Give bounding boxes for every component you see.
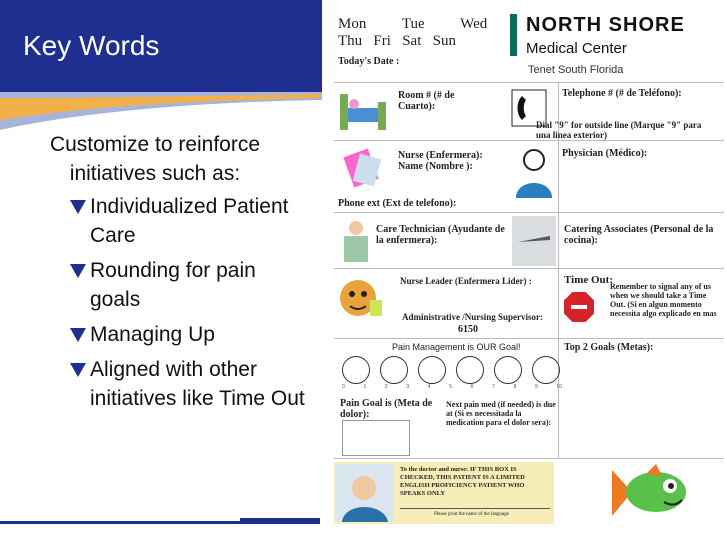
next-pain-med-label: Next pain med (if needed) is due at (Si es necessitada la medication para el dolor sera):	[446, 400, 556, 427]
nurse-label: Nurse (Enfermera): Name (Nombre ):	[398, 150, 483, 172]
bullet-item: Managing Up	[70, 320, 310, 349]
triangle-bullet-icon	[70, 264, 86, 278]
pain-face-icon	[418, 356, 446, 384]
todays-date-label: Today's Date :	[338, 56, 400, 67]
days-row-1: Mon Tue Wed	[338, 16, 488, 32]
pain-face-icon	[380, 356, 408, 384]
phone-ext-label: Phone ext (Ext de telefono):	[338, 198, 457, 209]
divider	[334, 338, 724, 339]
pain-face-icon	[456, 356, 484, 384]
title-bar	[0, 0, 322, 92]
patient-whiteboard	[330, 0, 727, 540]
north-shore-logo: NORTH SHORE Medical Center Tenet South Florida	[510, 14, 720, 78]
admin-ext: 6150	[458, 324, 478, 335]
stop-sign-icon	[562, 290, 596, 324]
intro-text: Customize to reinforce initiatives such as:	[49, 133, 261, 185]
telephone-label: Telephone # (# de Teléfono):	[562, 88, 682, 99]
triangle-bullet-icon	[70, 363, 86, 377]
days-row-2: Thu Fri Sat Sun	[338, 33, 456, 49]
pain-face-icon	[532, 356, 560, 384]
catering-label: Catering Associates (Personal de la cocina):	[564, 224, 714, 246]
fish-mascot-icon	[610, 462, 690, 524]
divider	[334, 458, 724, 459]
pain-face-icon	[494, 356, 522, 384]
lep-line	[400, 508, 550, 509]
lep-footer: Please print the name of the language	[434, 512, 509, 517]
top-goals-label: Top 2 Goals (Metas):	[564, 342, 654, 353]
bullet-item: Aligned with other initiatives like Time Out	[70, 355, 310, 413]
bullet-list	[30, 192, 310, 413]
catering-icon	[512, 216, 556, 266]
physician-icon	[512, 146, 556, 200]
divider	[334, 140, 724, 141]
nurse-leader-label: Nurse Leader (Enfermera Lider) :	[400, 276, 532, 286]
lep-notice: To the doctor and nurse: IF THIS BOX IS CHECKED, THIS PATIENT IS A LIMITED ENGLISH PROFICIENCY PATIENT WHO SPEAKS ONLY	[400, 466, 525, 497]
time-out-note: Remember to signal any of us when we should take a Time Out. (Si en algun momento necessita algo explicado en mas	[610, 282, 717, 318]
pain-face-icon	[342, 356, 370, 384]
care-tech-label: Care Technician (Ayudante de la enfermera):	[376, 224, 505, 246]
divider	[334, 212, 724, 213]
slide-title: Key Words	[23, 30, 160, 61]
pain-mgmt-heading: Pain Management is OUR Goal!	[392, 342, 521, 352]
triangle-bullet-icon	[70, 200, 86, 214]
bottom-rule-accent	[240, 518, 320, 524]
physician-label: Physician (Médico):	[562, 148, 648, 159]
hospital-bed-icon	[336, 88, 392, 134]
time-out-label: Time Out:	[564, 274, 613, 286]
logo-bar-icon	[510, 14, 517, 56]
divider	[334, 268, 724, 269]
dial-9-note: Dial "9" for outside line (Marque "9" para una linea exterior)	[536, 120, 702, 140]
title-swoosh	[0, 86, 330, 134]
pain-goal-box	[342, 420, 410, 456]
nurse-clipboard-icon	[338, 146, 388, 192]
triangle-bullet-icon	[70, 328, 86, 342]
slide-body	[30, 130, 310, 419]
pain-goal-label: Pain Goal is (Meta de dolor):	[340, 398, 433, 420]
doctor-photo-icon	[336, 464, 394, 522]
divider	[334, 82, 724, 83]
care-technician-icon	[338, 218, 374, 264]
bullet-item: Individualized Patient Care	[70, 192, 310, 250]
admin-label: Administrative /Nursing Supervisor:	[402, 312, 544, 322]
nurse-leader-icon	[336, 274, 384, 326]
lep-panel	[334, 462, 554, 524]
bullet-item: Rounding for pain goals	[70, 256, 310, 314]
pain-scale-numbers: 0 1 2 3 4 5 6 7 8 9 10	[342, 384, 562, 390]
room-label: Room # (# de Cuarto):	[398, 90, 455, 112]
